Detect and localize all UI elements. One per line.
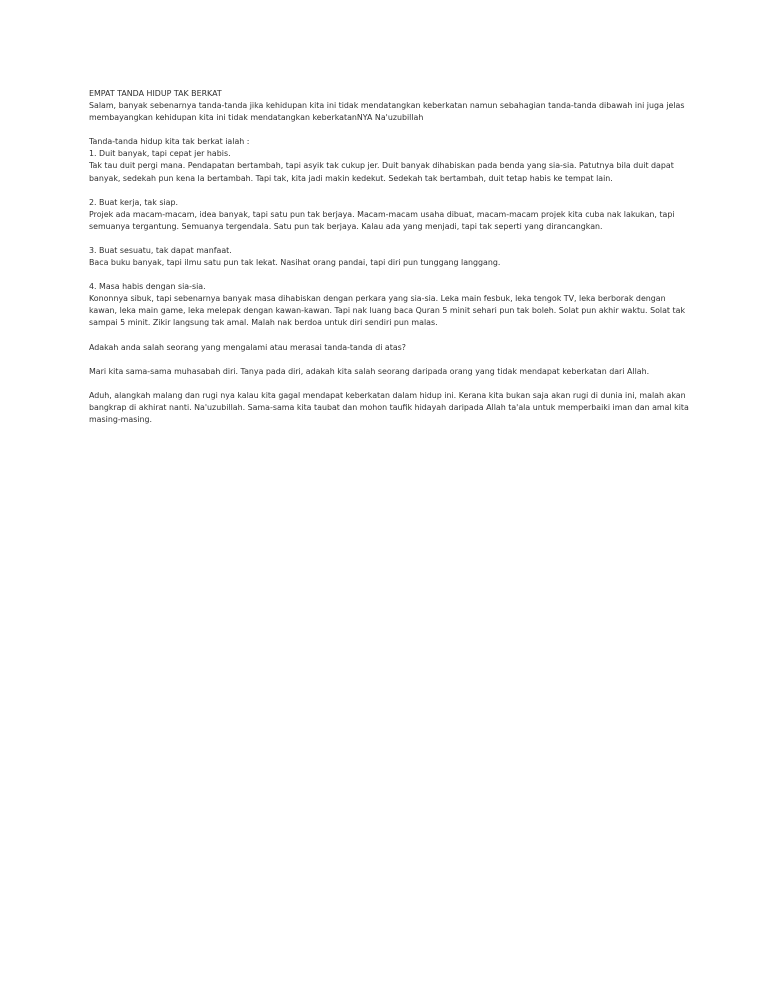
sign-2-heading: 2. Buat kerja, tak siap. — [89, 197, 178, 207]
document-body — [89, 88, 689, 426]
list-intro: Tanda-tanda hidup kita tak berkat ialah : — [89, 137, 250, 147]
spacer — [89, 124, 689, 136]
spacer — [89, 269, 689, 281]
sign-3-body: Baca buku banyak, tapi ilmu satu pun tak lekat. Nasihat orang pandai, tapi diri pun tunggang langgang. — [89, 258, 501, 268]
document-title: EMPAT TANDA HIDUP TAK BERKAT — [89, 89, 222, 98]
spacer — [89, 185, 689, 197]
sign-4-heading: 4. Masa habis dengan sia-sia. — [89, 282, 206, 292]
sign-1-body: Tak tau duit pergi mana. Pendapatan bertambah, tapi asyik tak cukup jer. Duit banyak dihabiskan pada benda yang sia-sia. Patutnya bila duit dapat banyak, sedekah pun kena la bertambah. Tapi tak, kita jadi makin kedekut. Sedekah tak bertambah, duit tetap habis ke tempat lain. — [89, 161, 674, 183]
closing-paragraph: Aduh, alangkah malang dan rugi nya kalau kita gagal mendapat keberkatan dalam hidup ini. Kerana kita bukan saja akan rugi di dunia ini, malah akan bangkrap di akhirat nanti. Na'uzubillah. Sama-sama kita taubat dan mohon taufik hidayah daripada Allah ta'ala untuk memperbaiki iman dan amal kita masing-masing. — [89, 390, 689, 424]
spacer — [89, 378, 689, 390]
reflection-paragraph: Mari kita sama-sama muhasabah diri. Tanya pada diri, adakah kita salah seorang daripada orang yang tidak mendapat keberkatan dari Allah. — [89, 366, 650, 376]
sign-2-body: Projek ada macam-macam, idea banyak, tapi satu pun tak berjaya. Macam-macam usaha dibuat, macam-macam projek kita cuba nak lakukan, tapi semuanya tergantung. Semuanya tergendala. Satu pun tak berjaya. Kalau ada yang menjadi, tapi tak seperti yang dirancangkan. — [89, 209, 675, 231]
intro-paragraph: Salam, banyak sebenarnya tanda-tanda jika kehidupan kita ini tidak mendatangkan keberkatan namun sebahagian tanda-tanda dibawah ini juga jelas membayangkan kehidupan kita ini tidak mendatangkan keberkatanNYA Na'uzubillah — [89, 101, 685, 123]
spacer — [89, 354, 689, 366]
sign-4-body: Kononnya sibuk, tapi sebenarnya banyak masa dihabiskan dengan perkara yang sia-sia. Leka main fesbuk, leka tengok TV, leka berborak dengan kawan, leka main game, leka melepak dengan kawan-kawan. Tapi nak luang baca Quran 5 minit sehari pun tak boleh. Solat pun akhir waktu. Solat tak sampai 5 minit. Zikir langsung tak amal. Malah nak berdoa untuk diri sendiri pun malas. — [89, 294, 686, 328]
spacer — [89, 330, 689, 342]
sign-1-heading: 1. Duit banyak, tapi cepat jer habis. — [89, 149, 231, 159]
spacer — [89, 233, 689, 245]
question-paragraph: Adakah anda salah seorang yang mengalami atau merasai tanda-tanda di atas? — [89, 342, 406, 352]
sign-3-heading: 3. Buat sesuatu, tak dapat manfaat. — [89, 245, 232, 255]
